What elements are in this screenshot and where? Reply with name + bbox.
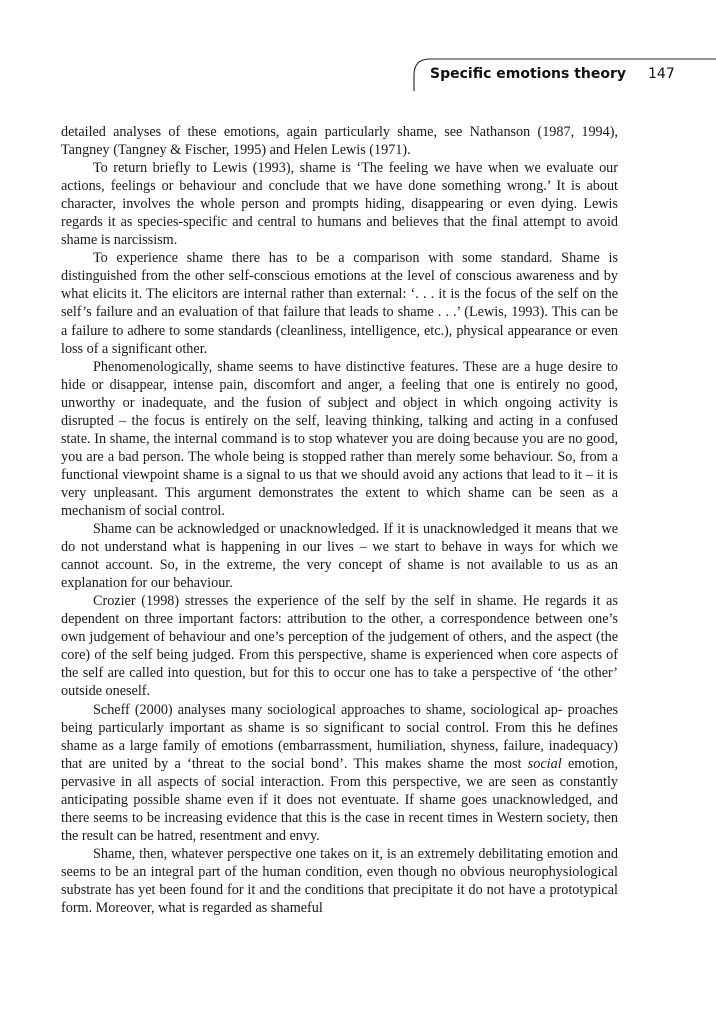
paragraph-acknowledged: Shame can be acknowledged or unacknowledged. If it is unacknowledged it means that we do not understand what is happening in our lives – we start to behave in ways for which we cannot account. So, in the extreme, the very concept of shame is not available to us as an explanation for our behaviour. [61,521,618,592]
body-text [61,123,618,917]
running-head-title: Specific emotions theory [430,66,627,82]
paragraph-crozier: Crozier (1998) stresses the experience of the self by the self in shame. He regards it as dependent on three important factors: attribution to the other, a correspondence between one’s own judgement of behaviour and one’s perception of the judgement of others, and the aspect (the core) of the self being judged. From this perspective, shame is experienced when core aspects of the self are called into question, but for this to occur one has to take a perspective of ‘the other’ outside oneself. [61,593,618,700]
paragraph-phenomenology: Phenomenologically, shame seems to have distinctive features. These are a huge desire to hide or disappear, intense pain, discomfort and anger, a feeling that one is entirely no good, unworthy or inadequate, and the fusion of subject and object in which ongoing activity is disrupted – the focus is entirely on the self, leaving thinking, talking and acting in a confused state. In shame, the internal command is to stop whatever you are doing because you are no good, you are a bad person. The whole being is stopped rather than merely some behaviour. So, from a functional viewpoint shame is a signal to us that we should avoid any actions that lead to it – it is very unpleasant. This argument demonstrates the extent to which shame can be seen as a mechanism of social control. [61,358,618,519]
paragraph-lewis-definition: To return briefly to Lewis (1993), shame is ‘The feeling we have when we evaluate our actions, feelings or behaviour and conclude that we have done something wrong.’ It is about character, involves the whole person and prompts hiding, disappearing or even dying. Lewis regards it as species-specific and central to humans and believes that the final attempt to avoid shame is narcissism. [61,160,618,249]
scheff-text-before: Scheff (2000) analyses many sociological approaches to shame, sociological ap- proaches being particularly important as shame is so significant to social control. From this he defines shame as a large family of emotions (embarrassment, humiliation, shyness, failure, inadequacy) that are united by a ‘threat to the social bond’. This makes shame the most [61,701,618,772]
paragraph-comparison-standard: To experience shame there has to be a comparison with some standard. Shame is distinguished from the other self-conscious emotions at the level of conscious awareness and by what elicits it. The elicitors are internal rather than external: ‘. . . it is the focus of the self on the self’s failure and an evaluation of that failure that leads to shame . . .’ (Lewis, 1993). This can be a failure to adhere to some standards (cleanliness, intelligence, etc.), physical appearance or even loss of a significant other. [61,250,618,357]
paragraph-scheff [61,701,618,845]
emphasis-social: social [527,755,562,772]
paragraph-continued: detailed analyses of these emotions, again particularly shame, see Nathanson (1987, 1994), Tangney (Tangney & Fischer, 1995) and Helen Lewis (1971). [61,124,618,159]
paragraph-conclusion: Shame, then, whatever perspective one takes on it, is an extremely debilitating emotion and seems to be an integral part of the human condition, even though no obvious neurophysiological substrate has yet been found for it and the conditions that precipitate it do not have a prototypical form. Moreover, what is regarded as shameful [61,845,618,917]
page-number: 147 [648,66,675,82]
scheff-text-after: emotion, pervasive in all aspects of social interaction. From this perspective, we are seen as constantly anticipating possible shame even if it does not eventuate. If shame goes unacknowledged, and there seems to be increasing evidence that this is the case in recent times in Western society, then the result can be hatred, resentment and envy. [61,755,618,844]
running-head [412,57,716,93]
